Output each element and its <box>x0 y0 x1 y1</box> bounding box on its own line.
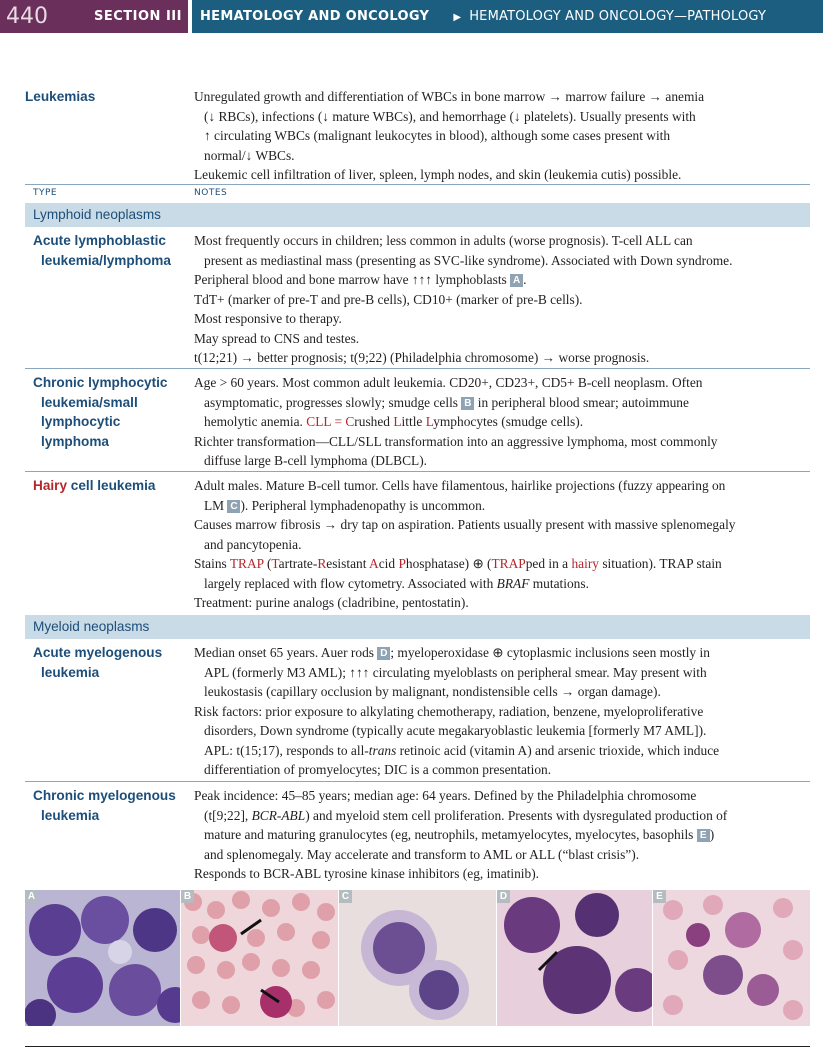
note-text: cid <box>378 556 396 571</box>
mnemonic-letter: P <box>398 556 406 571</box>
micrograph-b <box>181 890 338 1026</box>
note-text: mature and maturing granulocytes (eg, neutrophils, metamyelocytes, myelocytes, basophils <box>204 827 694 842</box>
column-header-type: TYPE <box>33 188 58 198</box>
cll-label-line: Chronic lymphocytic <box>33 375 168 390</box>
image-label-a: A <box>25 890 38 903</box>
note-line <box>194 643 814 663</box>
cll-label-line: leukemia/small <box>41 394 138 410</box>
mnemonic-text: hairy <box>571 556 599 571</box>
note-line: disorders, Down syndrome (typically acute megakaryoblastic leukemia [formerly M7 AML]). <box>204 723 707 738</box>
note-text: asymptomatic, progresses slowly; smudge cells <box>204 394 459 410</box>
mnemonic-letter: R <box>317 556 327 571</box>
note-text: LM <box>204 497 225 513</box>
note-text: ped in a <box>525 556 569 571</box>
cml-label <box>33 786 176 825</box>
note-line: Age > 60 years. Most common adult leukemia. CD20+, CD23+, CD5+ B-cell neoplasm. Often <box>194 375 703 390</box>
note-text: esistant <box>326 556 367 571</box>
cml-notes <box>194 786 814 884</box>
mnemonic-letter: C <box>345 414 355 429</box>
note-line: Most responsive to therapy. <box>194 311 342 326</box>
italic-text: trans <box>368 742 397 758</box>
all-label-line: Acute lymphoblastic <box>33 233 166 248</box>
note-text: hosphatase) ⊕ ( <box>405 556 492 571</box>
note-text: ) <box>709 827 715 842</box>
micrograph-e <box>653 890 810 1026</box>
triangle-right-icon: ▶ <box>453 12 462 23</box>
micrograph-d <box>497 890 652 1026</box>
column-header-rule <box>25 184 810 185</box>
cml-label-line: leukemia <box>41 807 100 823</box>
note-line: Most frequently occurs in children; less common in adults (worse prognosis). T-cell ALL can <box>194 233 693 248</box>
note-line <box>194 825 814 845</box>
note-line <box>194 270 814 290</box>
image-label-c: C <box>339 890 352 903</box>
cml-label-line: Chronic myelogenous <box>33 788 176 803</box>
note-text: APL: t(15;17), responds to all- <box>204 742 369 758</box>
header-title: HEMATOLOGY AND ONCOLOGY <box>200 9 430 24</box>
mnemonic-text: TRAP <box>229 556 264 571</box>
image-ref-d[interactable]: D <box>377 647 390 660</box>
note-text: ). Peripheral lymphadenopathy is uncommon. <box>240 497 486 513</box>
note-line: and pancytopenia. <box>204 536 302 552</box>
note-text: artrate- <box>278 556 318 571</box>
header-subtitle: HEMATOLOGY AND ONCOLOGY—PATHOLOGY <box>469 9 767 24</box>
note-line: Treatment: purine analogs (cladribine, pentostatin). <box>194 595 469 610</box>
intro-line: (↓ RBCs), infections (↓ mature WBCs), and hemorrhage (↓ platelets). Usually presents with <box>204 108 696 124</box>
aml-notes <box>194 643 814 780</box>
note-text: hemolytic anemia. <box>204 414 303 429</box>
note-line <box>194 554 814 574</box>
lymphoid-band: Lymphoid neoplasms <box>25 203 810 227</box>
note-line: Peak incidence: 45–85 years; median age: 64 years. Defined by the Philadelphia chromosome <box>194 788 697 803</box>
all-label-line: leukemia/lymphoma <box>41 252 171 268</box>
note-line: present as mediastinal mass (presenting as SVC-like syndrome). Associated with Down syndrome. <box>204 252 733 268</box>
myeloid-band: Myeloid neoplasms <box>25 615 810 639</box>
aml-label-line: Acute myelogenous <box>33 645 163 660</box>
note-line: Adult males. Mature B-cell tumor. Cells have filamentous, hairlike projections (fuzzy appearing on <box>194 478 726 493</box>
note-line <box>194 574 814 594</box>
note-text: Peripheral blood and bone marrow have ↑↑↑ lymphoblasts <box>194 272 507 287</box>
cll-label <box>33 373 167 451</box>
micrograph-b-drawing <box>181 890 338 1026</box>
page-header <box>0 0 823 33</box>
note-text: rushed <box>354 414 390 429</box>
note-text: situation). TRAP stain <box>602 556 722 571</box>
micrograph-a-drawing <box>25 890 180 1026</box>
footer-rule <box>25 1046 810 1047</box>
row-rule <box>25 471 810 472</box>
note-text: ittle <box>401 414 423 429</box>
note-text: ( <box>266 556 272 571</box>
image-ref-b[interactable]: B <box>461 397 474 410</box>
note-line: leukostasis (capillary occlusion by malignant, nondistensible cells → organ damage). <box>204 684 661 699</box>
page-number: 440 <box>0 0 88 33</box>
note-line: diffuse large B-cell lymphoma (DLBCL). <box>204 453 428 468</box>
micrograph-a <box>25 890 180 1026</box>
section-label: SECTION III <box>88 0 188 33</box>
mnemonic-letter: A <box>369 556 379 571</box>
image-ref-a[interactable]: A <box>510 274 523 287</box>
note-line: t(12;21) → better prognosis; t(9;22) (Philadelphia chromosome) → worse prognosis. <box>194 350 650 365</box>
mnemonic-letter: L <box>393 414 402 429</box>
note-line: Richter transformation—CLL/SLL transformation into an aggressive lymphoma, most commonly <box>194 433 718 449</box>
image-ref-c[interactable]: C <box>227 500 240 513</box>
column-header-notes: NOTES <box>194 188 228 198</box>
all-label <box>33 231 171 270</box>
image-label-b: B <box>181 890 194 903</box>
image-ref-e[interactable]: E <box>697 829 710 842</box>
cll-label-line: lymphocytic <box>41 414 121 429</box>
note-line: APL (formerly M3 AML); ↑↑↑ circulating myeloblasts on peripheral smear. May present with <box>204 664 707 680</box>
note-text: Stains <box>194 556 227 571</box>
note-line: and splenomegaly. May accelerate and transform to AML or ALL (“blast crisis”). <box>204 846 640 862</box>
note-line: differentiation of promyelocytes; DIC is a common presentation. <box>204 762 552 777</box>
note-line: Risk factors: prior exposure to alkylating chemotherapy, radiation, benzene, myeloproliferative <box>194 703 704 719</box>
note-line: Causes marrow fibrosis → dry tap on aspiration. Patients usually present with massive splenomegaly <box>194 517 736 532</box>
gene-name: BCR-ABL <box>251 807 306 823</box>
hcl-label-rest: cell leukemia <box>70 478 156 493</box>
note-line: Responds to BCR-ABL tyrosine kinase inhibitors (eg, imatinib). <box>194 866 540 881</box>
mnemonic-letter: T <box>271 556 279 571</box>
cll-label-line: lymphoma <box>41 433 109 449</box>
note-text: ymphocytes (smudge cells). <box>433 414 584 429</box>
note-text: largely replaced with flow cytometry. Associated with <box>204 575 494 591</box>
note-text: . <box>523 272 527 287</box>
note-text: ) and myeloid stem cell proliferation. Presents with dysregulated production of <box>305 807 728 823</box>
mnemonic-letter: L <box>425 414 434 429</box>
gene-name: BRAF <box>496 575 530 591</box>
note-line: May spread to CNS and testes. <box>194 330 360 346</box>
mnemonic-text: CLL <box>306 414 332 429</box>
note-line <box>194 741 814 761</box>
aml-label <box>33 643 162 682</box>
note-text: ; myeloperoxidase ⊕ cytoplasmic inclusions seen mostly in <box>390 645 710 660</box>
cll-notes <box>194 373 814 471</box>
intro-text <box>194 87 814 185</box>
intro-line: Leukemic cell infiltration of liver, spleen, lymph nodes, and skin (leukemia cutis) possible. <box>194 167 682 182</box>
note-text: Median onset 65 years. Auer rods <box>194 645 374 660</box>
image-label-e: E <box>653 890 666 903</box>
micrograph-c-drawing <box>339 890 496 1026</box>
intro-line: Unregulated growth and differentiation of WBCs in bone marrow → marrow failure → anemia <box>194 89 705 104</box>
hcl-label <box>33 476 155 496</box>
mnemonic-text: TRAP <box>491 556 526 571</box>
note-line <box>194 806 814 826</box>
all-notes <box>194 231 814 368</box>
mnemonic-text: = <box>334 414 342 429</box>
note-line: TdT+ (marker of pre-T and pre-B cells), CD10+ (marker of pre-B cells). <box>194 291 583 307</box>
micrograph-e-drawing <box>653 890 810 1026</box>
note-text: (t[9;22], <box>204 807 249 823</box>
image-label-d: D <box>497 890 510 903</box>
row-rule <box>25 368 810 369</box>
note-line <box>194 393 814 413</box>
note-line <box>194 496 814 516</box>
intro-line: ↑ circulating WBCs (malignant leukocytes in blood), although some cases present with <box>204 128 671 143</box>
intro-line: normal/↓ WBCs. <box>204 147 295 163</box>
intro-label: Leukemias <box>25 89 96 104</box>
note-text: in peripheral blood smear; autoimmune <box>477 394 689 410</box>
row-rule <box>25 781 810 782</box>
micrograph-c <box>339 890 496 1026</box>
aml-label-line: leukemia <box>41 664 100 680</box>
note-text: retinoic acid (vitamin A) and arsenic trioxide, which induce <box>399 742 720 758</box>
micrograph-d-drawing <box>497 890 652 1026</box>
header-title-band <box>192 0 823 33</box>
note-text: mutations. <box>532 575 589 591</box>
note-line <box>194 412 814 432</box>
hcl-label-red: Hairy <box>33 478 68 493</box>
hcl-notes <box>194 476 814 613</box>
